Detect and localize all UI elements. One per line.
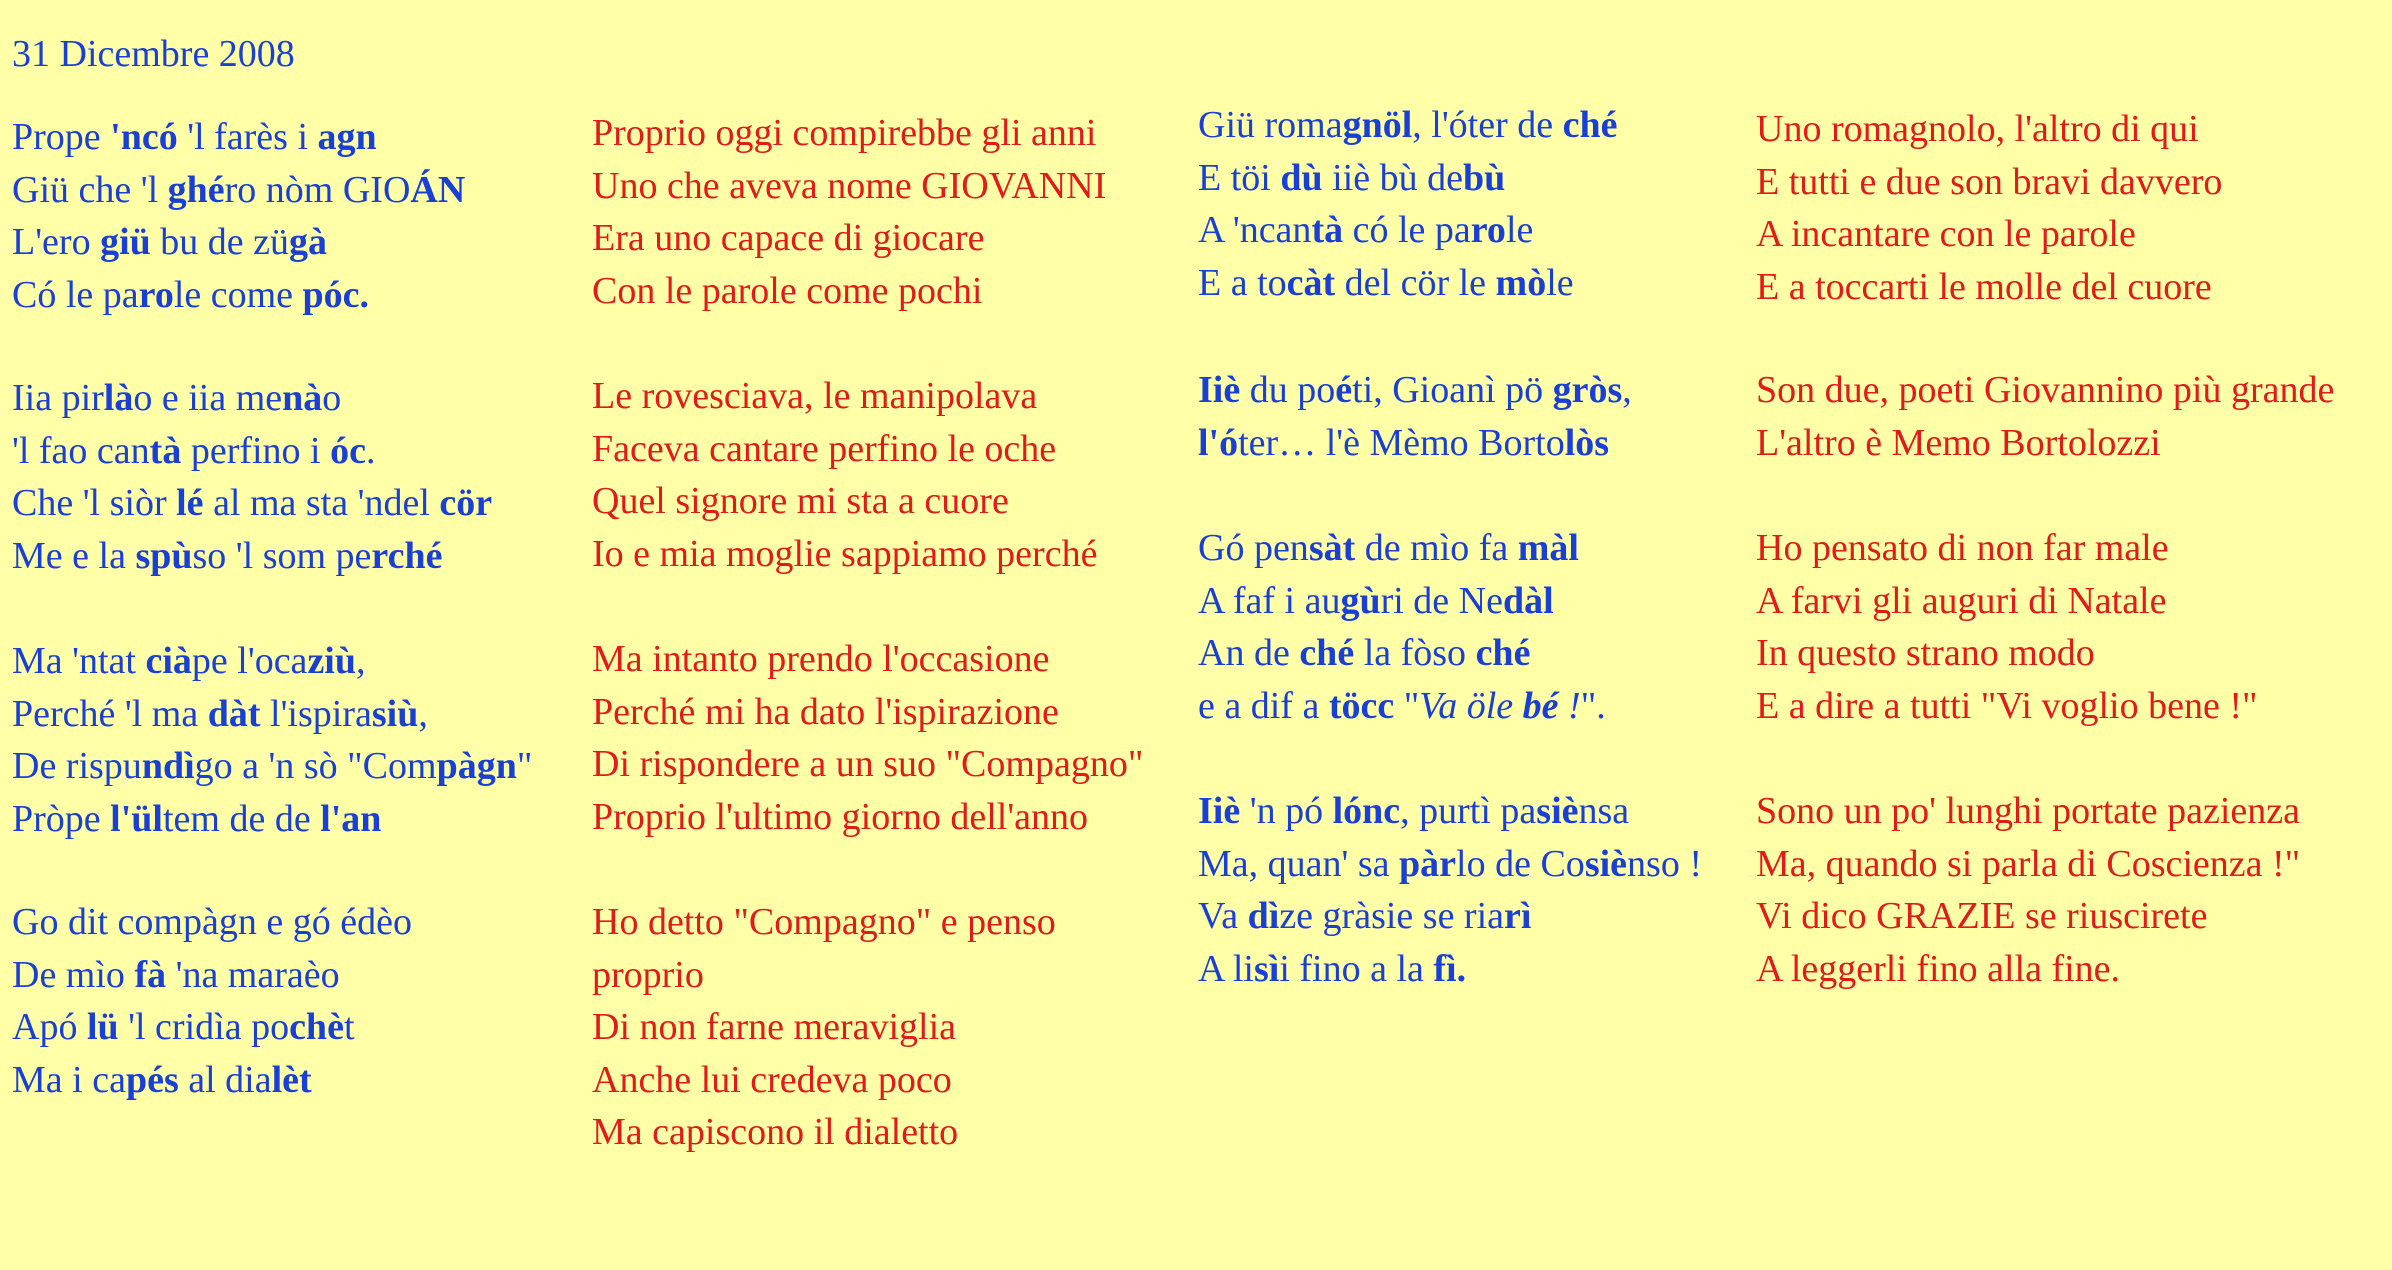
poem-line: Con le parole come pochi: [592, 269, 983, 312]
poem-line: Va dìze gràsie se riarì: [1198, 895, 1532, 937]
poem-line: Ma intanto prendo l'occasione: [592, 638, 1050, 680]
poem-line: Ho pensato di non far male: [1756, 527, 2169, 569]
poem-line: Ma capiscono il dialetto: [592, 1111, 959, 1153]
poem-line: E töi dù iiè bù debù: [1198, 156, 1506, 199]
poem-line: Uno romagnolo, l'altro di qui: [1756, 108, 2199, 150]
poem-line: Uno che aveva nome GIOVANNI: [592, 164, 1107, 207]
poem-line: Perché 'l ma dàt l'ispirasiù,: [12, 692, 428, 735]
poem-line: Iiè du poéti, Gioanì pö gròs,: [1198, 369, 1632, 411]
poem-line: E a toccarti le molle del cuore: [1756, 265, 2212, 308]
poem-line: E a tocàt del cör le mòle: [1198, 261, 1574, 304]
poem-line: A farvi gli auguri di Natale: [1756, 579, 2167, 622]
poem-line: Iia pirlào e iia menào: [12, 377, 342, 419]
poem-line: Ma, quan' sa pàrlo de Cosiènso !: [1198, 842, 1702, 885]
poem-line: Proprio l'ultimo giorno dell'anno: [592, 795, 1089, 838]
poem-line: Le rovesciava, le manipolava: [592, 375, 1038, 417]
poem-line: In questo strano modo: [1756, 632, 2095, 674]
poem-line: E tutti e due son bravi davvero: [1756, 160, 2223, 203]
poem-line: Prope 'ncó 'l farès i agn: [12, 116, 377, 158]
poem-line: Di rispondere a un suo "Compagno": [592, 743, 1144, 785]
poem-line: Me e la spùso 'l som perché: [12, 534, 443, 577]
poem-line: Faceva cantare perfino le oche: [592, 427, 1057, 470]
poem-line: proprio: [592, 953, 704, 996]
poem-line: Iiè 'n pó lónc, purtì pasiènsa: [1198, 790, 1630, 832]
poem-line: Quel signore mi sta a cuore: [592, 480, 1009, 522]
poem-line: Era uno capace di giocare: [592, 217, 985, 259]
poem-line: A incantare con le parole: [1756, 213, 2136, 255]
poem-line: Gó pensàt de mìo fa màl: [1198, 527, 1579, 569]
poem-line: Io e mia moglie sappiamo perché: [592, 532, 1098, 575]
poem-line: Sono un po' lunghi portate pazienza: [1756, 790, 2300, 832]
poem-line: E a dire a tutti "Vi voglio bene !": [1756, 684, 2258, 727]
poem-line: L'ero giü bu de zügà: [12, 221, 328, 263]
poem-line: A 'ncantà có le parole: [1198, 209, 1534, 251]
poem-line: Di non farne meraviglia: [592, 1006, 957, 1048]
poem-line: A lisìi fino a la fì.: [1198, 947, 1467, 990]
poem-line: Anche lui credeva poco: [592, 1058, 952, 1101]
poem-line: Có le parole come póc.: [12, 273, 370, 316]
poem-line: Vi dico GRAZIE se riuscirete: [1756, 895, 2208, 937]
poem-line: A faf i augùri de Nedàl: [1198, 579, 1554, 622]
poem-line: Perché mi ha dato l'ispirazione: [592, 690, 1059, 733]
poem-line: Go dit compàgn e gó édèo: [12, 901, 412, 943]
poem-line: Ho detto "Compagno" e penso: [592, 901, 1056, 943]
poem-line: Proprio oggi compirebbe gli anni: [592, 112, 1097, 154]
poem-line: Giü romagnöl, l'óter de ché: [1198, 104, 1618, 146]
poem-line: L'altro è Memo Bortolozzi: [1756, 421, 2161, 464]
poem-line: Ma 'ntat ciàpe l'ocaziù,: [12, 640, 366, 682]
poem-line: Pròpe l'ültem de de l'an: [12, 797, 382, 840]
poem-line: e a dif a töcc "Va öle bé !".: [1198, 684, 1606, 727]
poem-line: Giü che 'l ghéro nòm GIOÁN: [12, 168, 466, 211]
poem-line: De rispundìgo a 'n sò "Compàgn": [12, 745, 533, 787]
poem-line: A leggerli fino alla fine.: [1756, 947, 2121, 990]
poem-line: 'l fao cantà perfino i óc.: [12, 429, 376, 472]
poem-line: Ma, quando si parla di Coscienza !": [1756, 842, 2301, 885]
poem-line: Apó lü 'l cridìa pochèt: [12, 1006, 355, 1048]
poem-line: Ma i capés al dialèt: [12, 1058, 312, 1101]
poem-line: An de ché la fòso ché: [1198, 632, 1531, 674]
poem-line: Son due, poeti Giovannino più grande: [1756, 369, 2335, 411]
poem-line: De mìo fà 'na maraèo: [12, 953, 340, 996]
date-heading: 31 Dicembre 2008: [12, 33, 295, 75]
poem-line: Che 'l siòr lé al ma sta 'ndel cör: [12, 482, 493, 524]
poem-line: l'óter… l'è Mèmo Bortolòs: [1198, 421, 1610, 464]
